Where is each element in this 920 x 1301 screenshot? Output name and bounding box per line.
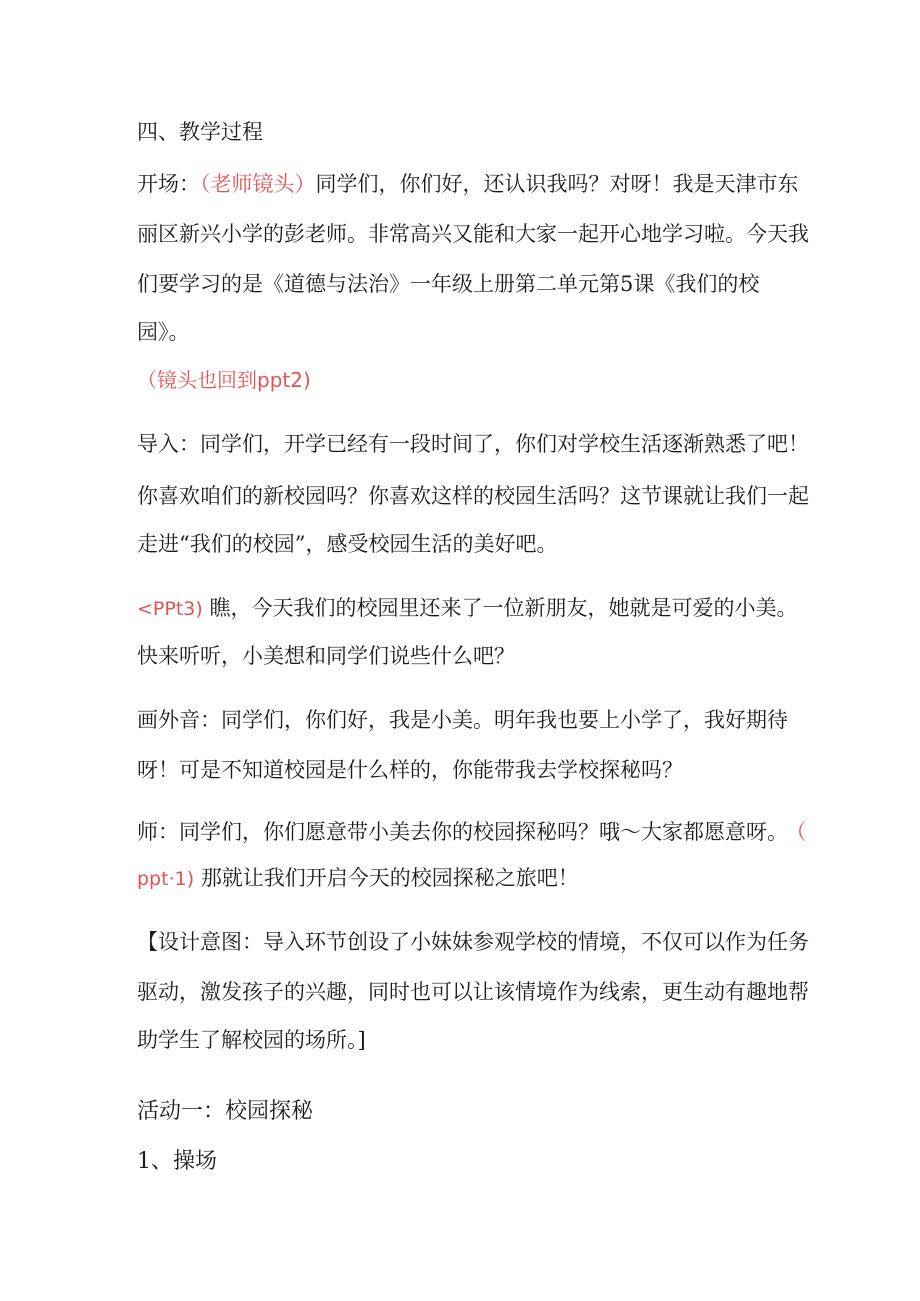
ppt2-note: （镜头也回到ppt2) [137,368,311,392]
ppt3-line-2: 快来听听，小美想和同学们说些什么吧？ [137,644,515,668]
ppt1-note-open: （ [796,820,807,844]
ppt1-note: ppt·1) [137,868,195,890]
teacher-camera-note: （老师镜头） [200,172,316,196]
design-intent-line-1: 【设计意图：导入环节创设了小妹妹参观学校的情境，不仅可以作为任务 [137,930,809,954]
opening-line-3: 们要学习的是《道德与法治》一年级上册第二单元第5课《我们的校 [137,272,760,296]
voiceover-line-2: 呀！可是不知道校园是什么样的，你能带我去学校探秘吗？ [137,758,683,782]
intro-line-1: 导入：同学们，开学已经有一段时间了，你们对学校生活逐渐熟悉了吧！ [137,432,809,456]
item-heading: 1、操场 [137,1149,217,1174]
teacher-line-1 [137,818,807,846]
intro-line-2: 你喜欢咱们的新校园吗？你喜欢这样的校园生活吗？这节课就让我们一起 [137,484,809,508]
section-heading: 四、教学过程 [137,120,263,144]
teacher-line-2 [137,864,579,893]
design-intent-line-3: 助学生了解校园的场所。] [137,1028,366,1052]
opening-line-4: 园》。 [137,320,190,344]
teacher-text-1: 师：同学们，你们愿意带小美去你的校园探秘吗？哦～大家都愿意呀。 [137,820,788,844]
teacher-text-2: 那就让我们开启今天的校园探秘之旅吧！ [200,866,579,890]
ppt3-text-1: 瞧，今天我们的校园里还来了一位新朋友，她就是可爱的小美。 [209,596,798,620]
ppt3-line-1 [137,594,797,623]
activity-heading: 活动一：校园探秘 [137,1099,314,1124]
voiceover-line-1: 画外音：同学们，你们好，我是小美。明年我也要上小学了，我好期待 [137,708,788,732]
opening-line-2: 丽区新兴小学的彭老师。非常高兴又能和大家一起开心地学习啦。今天我 [137,222,809,246]
intro-line-3: 走进“我们的校园”，感受校园生活的美好吧。 [137,532,558,556]
opening-text-1: 同学们，你们好，还认识我吗？对呀！我是天津市东 [315,172,799,196]
design-intent-line-2: 驱动，激发孩子的兴趣，同时也可以让该情境作为线索，更生动有趣地帮 [137,980,809,1004]
ppt3-note: <PPt3) [137,598,203,620]
opening-label: 开场： [137,172,200,196]
opening-line-1 [137,170,799,198]
